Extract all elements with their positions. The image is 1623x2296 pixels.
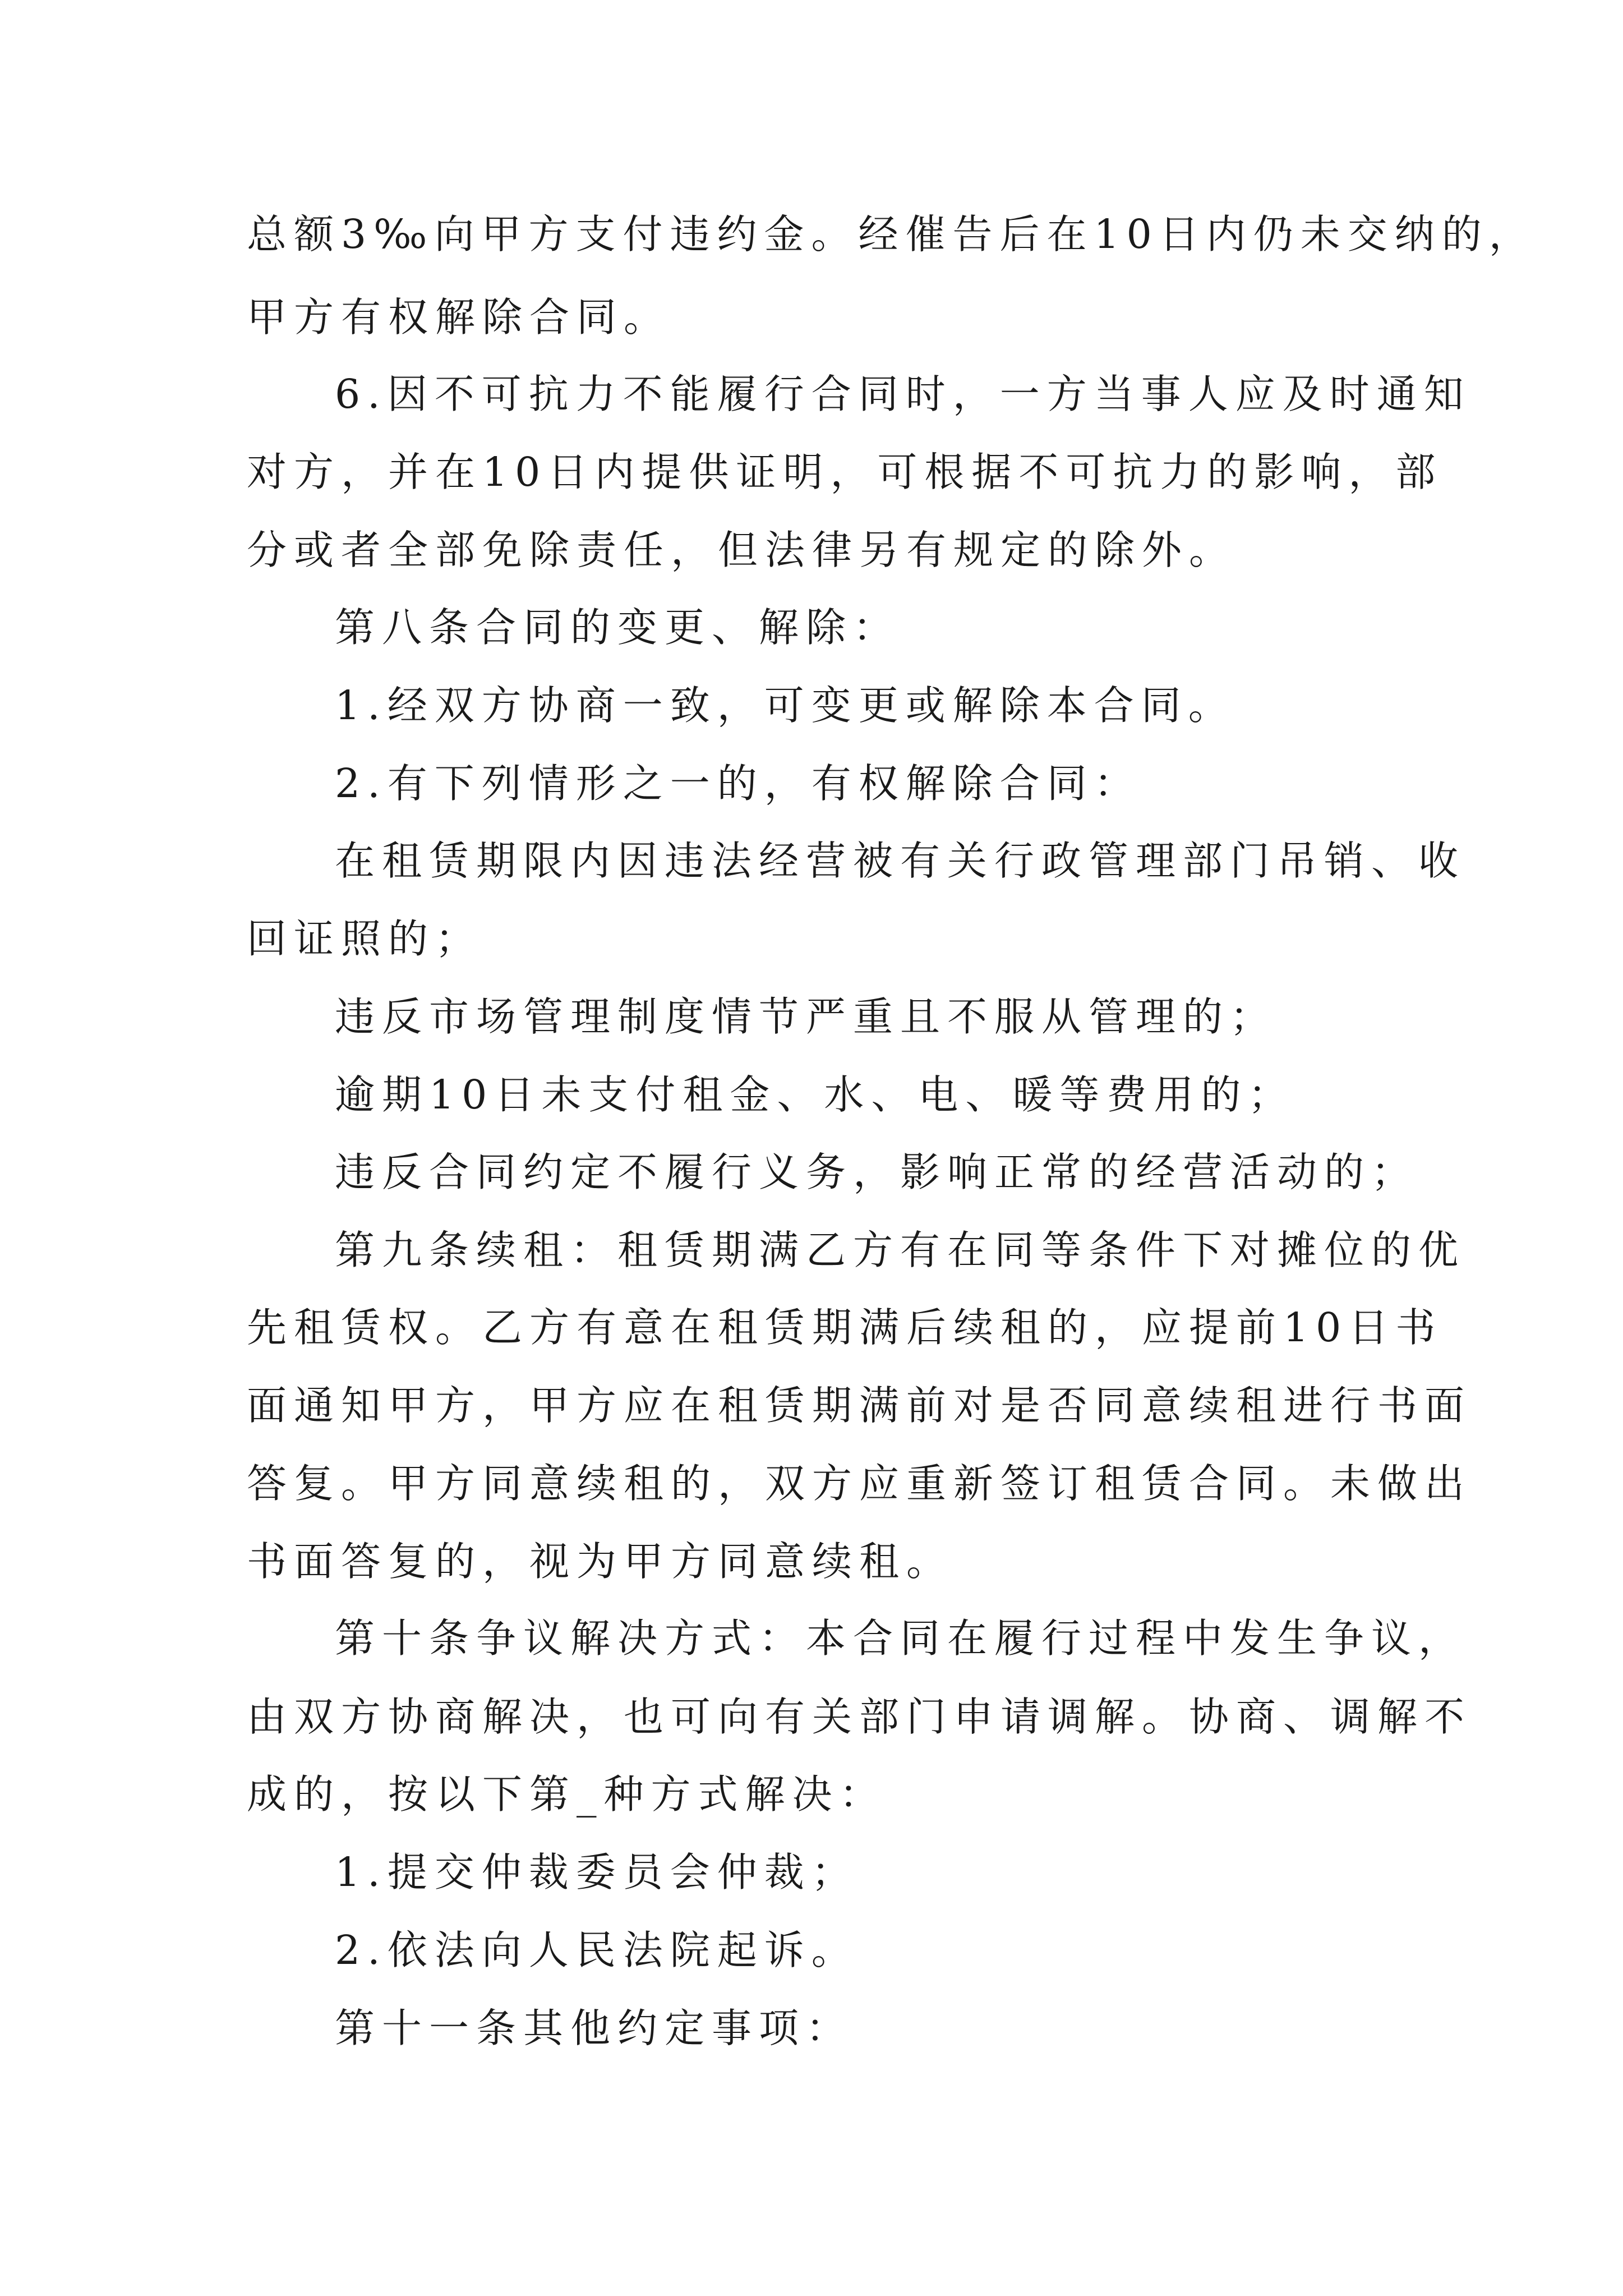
text-line: 面通知甲方，甲方应在租赁期满前对是否同意续租进行书面	[247, 1382, 1472, 1429]
text-line: 甲方有权解除合同。	[247, 294, 671, 341]
text-line: 总额3‰向甲方支付违约金。经催告后在10日内仍未交纳的，	[247, 211, 1536, 257]
text-line: 第八条合同的变更、解除：	[335, 604, 901, 651]
text-line: 成的，按以下第_种方式解决：	[247, 1771, 887, 1818]
text-line: 书面答复的，视为甲方同意续租。	[247, 1538, 954, 1585]
text-line: 6.因不可抗力不能履行合同时，一方当事人应及时通知	[335, 371, 1471, 417]
text-line: 第十条争议解决方式：本合同在履行过程中发生争议，	[335, 1615, 1466, 1662]
text-line: 违反市场管理制度情节严重且不服从管理的；	[335, 993, 1278, 1040]
text-line: 违反合同约定不履行义务，影响正常的经营活动的；	[335, 1149, 1419, 1195]
text-line: 由双方协商解决，也可向有关部门申请调解。协商、调解不	[247, 1694, 1472, 1740]
text-line: 逾期10日未支付租金、水、电、暖等费用的；	[335, 1071, 1295, 1118]
text-line: 答复。甲方同意续租的，双方应重新签订租赁合同。未做出	[247, 1460, 1472, 1507]
text-line: 1.经双方协商一致，可变更或解除本合同。	[335, 682, 1235, 729]
text-line: 2.依法向人民法院起诉。	[335, 1927, 859, 1973]
text-line: 先租赁权。乙方有意在租赁期满后续租的，应提前10日书	[247, 1304, 1443, 1351]
text-line: 第十一条其他约定事项：	[335, 2005, 854, 2051]
text-line: 在租赁期限内因违法经营被有关行政管理部门吊销、收	[335, 838, 1466, 884]
text-line: 对方，并在10日内提供证明，可根据不可抗力的影响，部	[247, 449, 1443, 495]
text-line: 第九条续租：租赁期满乙方有在同等条件下对摊位的优	[335, 1227, 1466, 1273]
text-line: 1.提交仲裁委员会仲裁；	[335, 1849, 859, 1895]
text-line: 分或者全部免除责任，但法律另有规定的除外。	[247, 527, 1237, 573]
text-line: 回证照的；	[247, 915, 483, 962]
text-line: 2.有下列情形之一的，有权解除合同：	[335, 760, 1141, 807]
